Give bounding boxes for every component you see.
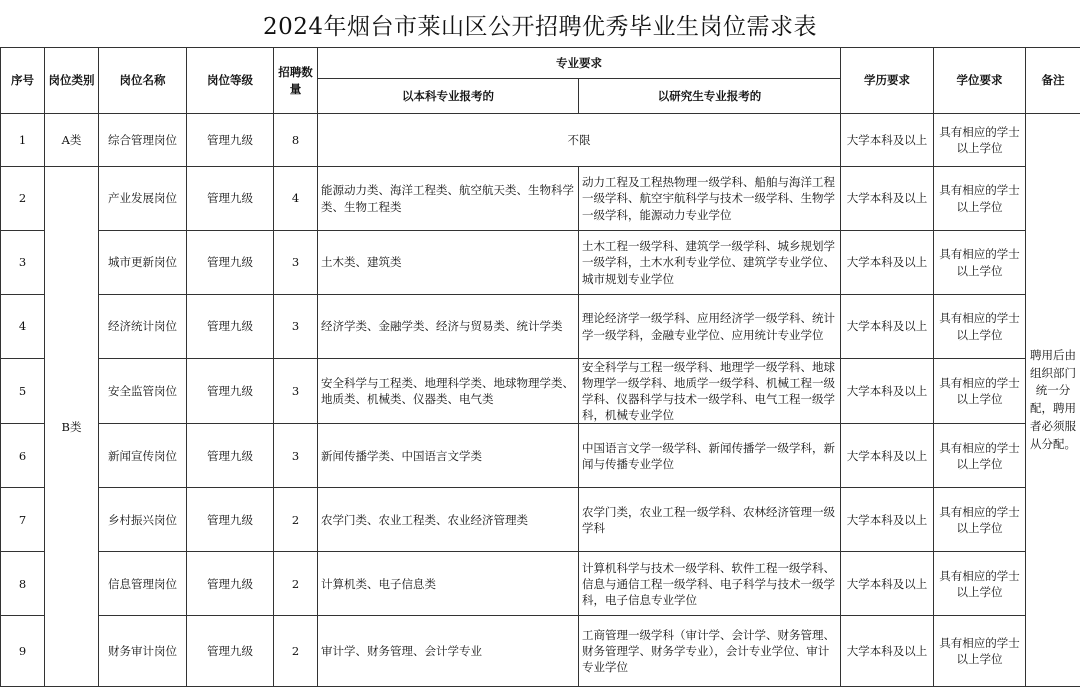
row-position-name: 信息管理岗位 (99, 552, 187, 616)
row-graduate-major: 计算机科学与技术一级学科、软件工程一级学科、信息与通信工程一级学科、电子科学与技术一级学科，电子信息专业学位 (579, 552, 841, 616)
row-seq: 7 (1, 488, 45, 552)
row-category: B类 (45, 167, 99, 687)
header-quota: 招聘数量 (274, 48, 318, 114)
row-degree: 具有相应的学士以上学位 (934, 295, 1026, 359)
header-major-requirements: 专业要求 (318, 48, 841, 79)
row-position-level: 管理九级 (187, 359, 274, 424)
row-undergrad-major: 土木类、建筑类 (318, 231, 579, 295)
row-seq: 5 (1, 359, 45, 424)
row-position-level: 管理九级 (187, 114, 274, 167)
row-category: A类 (45, 114, 99, 167)
table-row (1, 114, 1080, 167)
header-seq: 序号 (1, 48, 45, 114)
row-education: 大学本科及以上 (841, 616, 934, 687)
row-degree: 具有相应的学士以上学位 (934, 231, 1026, 295)
row-position-name: 产业发展岗位 (99, 167, 187, 231)
row-undergrad-major: 经济学类、金融学类、经济与贸易类、统计学类 (318, 295, 579, 359)
row-position-name: 乡村振兴岗位 (99, 488, 187, 552)
header-position-name: 岗位名称 (99, 48, 187, 114)
table-row (1, 424, 1080, 488)
row-degree: 具有相应的学士以上学位 (934, 359, 1026, 424)
row-position-name: 安全监管岗位 (99, 359, 187, 424)
row-seq: 3 (1, 231, 45, 295)
header-graduate-major: 以研究生专业报考的 (579, 79, 841, 114)
row-seq: 8 (1, 552, 45, 616)
row-position-level: 管理九级 (187, 167, 274, 231)
row-quota: 2 (274, 488, 318, 552)
row-seq: 6 (1, 424, 45, 488)
row-quota: 2 (274, 616, 318, 687)
table-row (1, 488, 1080, 552)
row-degree: 具有相应的学士以上学位 (934, 488, 1026, 552)
row-education: 大学本科及以上 (841, 488, 934, 552)
header-degree: 学位要求 (934, 48, 1026, 114)
row-graduate-major: 农学门类，农业工程一级学科、农林经济管理一级学科 (579, 488, 841, 552)
row-degree: 具有相应的学士以上学位 (934, 616, 1026, 687)
table-row (1, 167, 1080, 231)
row-education: 大学本科及以上 (841, 231, 934, 295)
header-position-level: 岗位等级 (187, 48, 274, 114)
row-undergrad-major: 农学门类、农业工程类、农业经济管理类 (318, 488, 579, 552)
row-seq: 4 (1, 295, 45, 359)
row-education: 大学本科及以上 (841, 552, 934, 616)
row-position-level: 管理九级 (187, 616, 274, 687)
row-seq: 1 (1, 114, 45, 167)
row-position-level: 管理九级 (187, 295, 274, 359)
row-major-unlimited: 不限 (318, 114, 841, 167)
header-remarks: 备注 (1026, 48, 1080, 114)
row-undergrad-major: 计算机类、电子信息类 (318, 552, 579, 616)
row-position-level: 管理九级 (187, 424, 274, 488)
row-education: 大学本科及以上 (841, 359, 934, 424)
row-undergrad-major: 安全科学与工程类、地理科学类、地球物理学类、地质类、机械类、仪器类、电气类 (318, 359, 579, 424)
row-seq: 2 (1, 167, 45, 231)
table-row (1, 295, 1080, 359)
row-undergrad-major: 审计学、财务管理、会计学专业 (318, 616, 579, 687)
row-position-level: 管理九级 (187, 488, 274, 552)
row-undergrad-major: 能源动力类、海洋工程类、航空航天类、生物科学类、生物工程类 (318, 167, 579, 231)
row-position-name: 新闻宣传岗位 (99, 424, 187, 488)
row-quota: 3 (274, 295, 318, 359)
row-seq: 9 (1, 616, 45, 687)
header-education: 学历要求 (841, 48, 934, 114)
row-quota: 2 (274, 552, 318, 616)
table-row (1, 616, 1080, 687)
row-education: 大学本科及以上 (841, 114, 934, 167)
row-quota: 3 (274, 359, 318, 424)
row-position-name: 综合管理岗位 (99, 114, 187, 167)
row-position-level: 管理九级 (187, 552, 274, 616)
row-graduate-major: 土木工程一级学科、建筑学一级学科、城乡规划学一级学科，土木水利专业学位、建筑学专业学位、城市规划专业学位 (579, 231, 841, 295)
row-graduate-major: 动力工程及工程热物理一级学科、船舶与海洋工程一级学科、航空宇航科学与技术一级学科、生物学一级学科，能源动力专业学位 (579, 167, 841, 231)
table-row (1, 359, 1080, 424)
page-title: 2024年烟台市莱山区公开招聘优秀毕业生岗位需求表 (0, 0, 1080, 48)
row-position-name: 城市更新岗位 (99, 231, 187, 295)
row-degree: 具有相应的学士以上学位 (934, 552, 1026, 616)
row-degree: 具有相应的学士以上学位 (934, 114, 1026, 167)
job-requirements-table (0, 47, 1080, 687)
row-position-name: 经济统计岗位 (99, 295, 187, 359)
table-row (1, 231, 1080, 295)
row-position-name: 财务审计岗位 (99, 616, 187, 687)
row-position-level: 管理九级 (187, 231, 274, 295)
table-row (1, 552, 1080, 616)
header-undergrad-major: 以本科专业报考的 (318, 79, 579, 114)
row-education: 大学本科及以上 (841, 167, 934, 231)
row-undergrad-major: 新闻传播学类、中国语言文学类 (318, 424, 579, 488)
row-education: 大学本科及以上 (841, 424, 934, 488)
row-quota: 3 (274, 424, 318, 488)
row-graduate-major: 中国语言文学一级学科、新闻传播学一级学科，新闻与传播专业学位 (579, 424, 841, 488)
row-quota: 3 (274, 231, 318, 295)
header-category: 岗位类别 (45, 48, 99, 114)
row-quota: 8 (274, 114, 318, 167)
row-quota: 4 (274, 167, 318, 231)
row-degree: 具有相应的学士以上学位 (934, 424, 1026, 488)
remarks-cell: 聘用后由组织部门统一分配，聘用者必须服从分配。 (1026, 114, 1080, 687)
row-education: 大学本科及以上 (841, 295, 934, 359)
row-degree: 具有相应的学士以上学位 (934, 167, 1026, 231)
row-graduate-major: 理论经济学一级学科、应用经济学一级学科、统计学一级学科，金融专业学位、应用统计专业学位 (579, 295, 841, 359)
row-graduate-major: 安全科学与工程一级学科、地理学一级学科、地球物理学一级学科、地质学一级学科、机械工程一级学科、仪器科学与技术一级学科、电气工程一级学科，机械专业学位 (579, 359, 841, 424)
row-graduate-major: 工商管理一级学科（审计学、会计学、财务管理、财务管理学、财务学专业），会计专业学位、审计专业学位 (579, 616, 841, 687)
